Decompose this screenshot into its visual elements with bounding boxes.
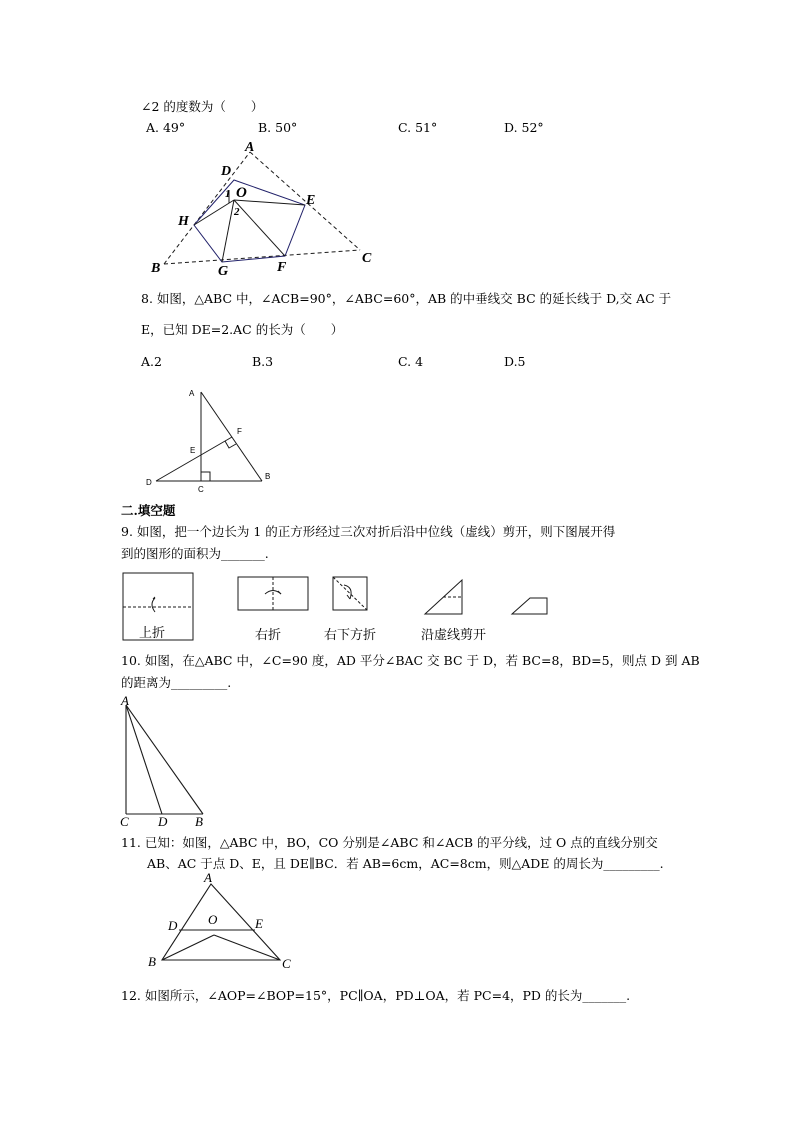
q7-option-c: C. 51° (398, 120, 438, 135)
q7-label-c: C (362, 251, 372, 266)
q8-label-c: C (198, 485, 204, 494)
q10-line2: 的距离为_________. (121, 675, 232, 690)
q10-label-d: D (158, 814, 168, 829)
q11-label-d: D (168, 918, 178, 933)
q11-line2: AB、AC 于点 D、E，且 DE∥BC．若 AB=6cm，AC=8cm，则△ADE 的周长为_________. (147, 856, 664, 871)
q8-line2: E，已知 DE=2.AC 的长为（ ） (141, 322, 344, 337)
q9-caption-3: 右下方折 (324, 628, 377, 643)
section-title-fill-blank: 二.填空题 (121, 503, 176, 518)
q9-line2: 到的图形的面积为_______. (121, 546, 269, 561)
q7-label-g: G (218, 264, 229, 279)
q11-line1: 11. 已知：如图，△ABC 中，BO，CO 分别是∠ABC 和∠ACB 的平分线，过 O 点的直线分别交 (121, 835, 658, 850)
q7-label-a: A (245, 140, 255, 155)
q7-option-b: B. 50° (258, 120, 298, 135)
q8-label-e: E (190, 446, 196, 455)
q10-label-c: C (120, 814, 129, 829)
q10-label-a: A (121, 693, 129, 708)
q7-label-angle2: 2 (234, 206, 240, 218)
q7-label-f: F (277, 260, 287, 275)
q7-label-o: O (236, 185, 247, 201)
q11-label-b: B (148, 954, 156, 969)
q7-label-b: B (151, 261, 161, 276)
q10-line1: 10. 如图，在△ABC 中，∠C=90 度，AD 平分∠BAC 交 BC 于 D，若 BC=8，BD=5，则点 D 到 AB (121, 653, 700, 668)
q7-label-h: H (178, 214, 189, 229)
q9-caption-2: 右折 (255, 628, 282, 643)
q9-caption-1: 上折 (139, 626, 166, 641)
q7-label-d: D (221, 164, 232, 179)
q8-option-b: B.3 (252, 354, 274, 369)
q10-label-b: B (195, 814, 203, 829)
q11-label-o: O (208, 912, 218, 927)
q8-option-c: C. 4 (398, 354, 424, 369)
q11-label-c: C (282, 956, 291, 971)
q7-option-d: D. 52° (504, 120, 544, 135)
q7-stem: ∠2 的度数为（ ） (141, 99, 264, 114)
q8-option-a: A.2 (141, 354, 162, 369)
q8-option-d: D.5 (504, 354, 526, 369)
q11-label-a: A (204, 870, 212, 885)
q8-line1: 8. 如图，△ABC 中，∠ACB=90°，∠ABC=60°，AB 的中垂线交 BC 的延长线于 D,交 AC 于 (141, 291, 672, 306)
q12-line1: 12. 如图所示，∠AOP=∠BOP=15°，PC∥OA，PD⊥OA，若 PC=4，PD 的长为_______. (121, 988, 631, 1003)
q11-co (214, 935, 280, 960)
q11-label-e: E (255, 916, 263, 931)
q8-label-b: B (265, 472, 271, 481)
q7-label-angle1: 1 (225, 188, 231, 200)
q8-label-f: F (237, 427, 242, 436)
q9-caption-4: 沿虚线剪开 (421, 628, 487, 643)
q8-label-d: D (146, 478, 152, 487)
q8-label-a: A (189, 389, 195, 398)
q7-label-e: E (306, 193, 316, 208)
q7-option-a: A. 49° (146, 120, 186, 135)
q9-line1: 9. 如图，把一个边长为 1 的正方形经过三次对折后沿中位线（虚线）剪开，则下图展开得 (121, 524, 616, 539)
